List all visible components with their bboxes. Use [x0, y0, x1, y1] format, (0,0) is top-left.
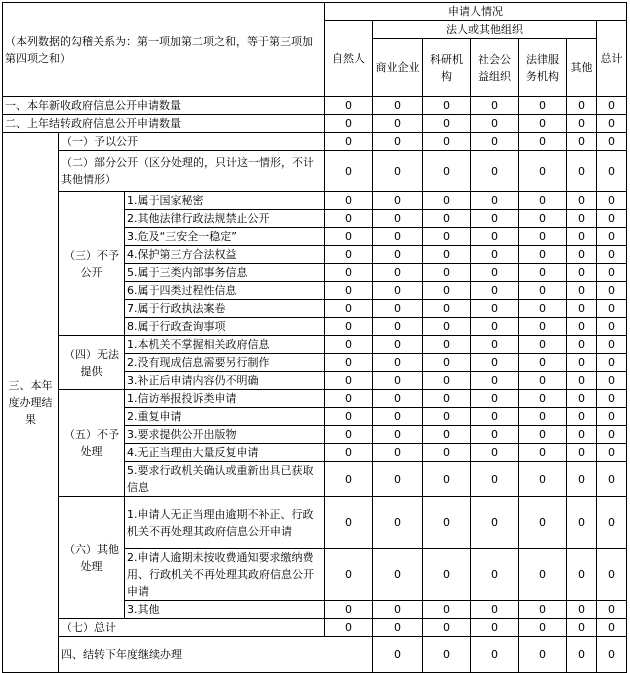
table-row: [3, 637, 627, 673]
value-cell: 0: [423, 210, 471, 228]
row-label: 7.属于行政执法案卷: [125, 300, 325, 318]
row-label: （一）予以公开: [59, 133, 325, 151]
value-cell: 0: [423, 444, 471, 462]
value-cell: 0: [373, 426, 423, 444]
row-label: 3.其他: [125, 601, 325, 619]
row-label: 5.要求行政机关确认或重新出具已获取信息: [125, 462, 325, 497]
value-cell: 0: [597, 372, 627, 390]
value-cell: 0: [567, 497, 597, 549]
value-cell: 0: [597, 192, 627, 210]
value-cell: 0: [567, 282, 597, 300]
value-cell: 0: [597, 97, 627, 115]
value-cell: 0: [471, 246, 519, 264]
value-cell: 0: [373, 372, 423, 390]
value-cell: 0: [519, 390, 567, 408]
value-cell: 0: [519, 264, 567, 282]
value-cell: 0: [519, 246, 567, 264]
value-cell: 0: [471, 192, 519, 210]
value-cell: 0: [471, 549, 519, 601]
value-cell: 0: [471, 497, 519, 549]
value-cell: 0: [373, 408, 423, 426]
table-row: [3, 497, 627, 549]
value-cell: 0: [325, 282, 373, 300]
value-cell: 0: [567, 115, 597, 133]
table-row: [3, 151, 627, 192]
value-cell: 0: [519, 408, 567, 426]
row-label: 4.保护第三方合法权益: [125, 246, 325, 264]
value-cell: 0: [423, 192, 471, 210]
row-label: 2.其他法律行政法规禁止公开: [125, 210, 325, 228]
value-cell: 0: [567, 462, 597, 497]
value-cell: 0: [423, 115, 471, 133]
value-cell: 0: [567, 408, 597, 426]
value-cell: 0: [597, 300, 627, 318]
value-cell: 0: [597, 133, 627, 151]
table-row: [3, 336, 627, 354]
row-label: （七）总计: [59, 619, 325, 637]
value-cell: 0: [567, 228, 597, 246]
value-cell: 0: [519, 228, 567, 246]
value-cell: 0: [373, 336, 423, 354]
value-cell: 0: [373, 264, 423, 282]
value-cell: 0: [373, 549, 423, 601]
group-label: （六）其他处理: [59, 497, 125, 619]
value-cell: 0: [471, 637, 519, 673]
value-cell: 0: [519, 549, 567, 601]
value-cell: 0: [423, 462, 471, 497]
group-label: （五）不予处理: [59, 390, 125, 497]
value-cell: 0: [471, 372, 519, 390]
value-cell: 0: [597, 444, 627, 462]
value-cell: 0: [567, 151, 597, 192]
value-cell: 0: [519, 151, 567, 192]
value-cell: 0: [567, 210, 597, 228]
value-cell: 0: [423, 637, 471, 673]
legal-service-header: 法律服务机构: [519, 39, 567, 97]
value-cell: 0: [567, 444, 597, 462]
value-cell: 0: [373, 601, 423, 619]
value-cell: 0: [325, 354, 373, 372]
value-cell: 0: [519, 192, 567, 210]
value-cell: 0: [325, 246, 373, 264]
value-cell: 0: [471, 444, 519, 462]
value-cell: 0: [597, 115, 627, 133]
value-cell: 0: [597, 336, 627, 354]
value-cell: 0: [567, 133, 597, 151]
value-cell: 0: [325, 390, 373, 408]
value-cell: 0: [597, 390, 627, 408]
value-cell: 0: [373, 210, 423, 228]
value-cell: 0: [423, 390, 471, 408]
row-label: 2.重复申请: [125, 408, 325, 426]
value-cell: 0: [325, 97, 373, 115]
social-header: 社会公益组织: [471, 39, 519, 97]
section-label: 三、本年度办理结果: [3, 133, 59, 673]
value-cell: 0: [373, 497, 423, 549]
row-label: 5.属于三类内部事务信息: [125, 264, 325, 282]
value-cell: 0: [325, 264, 373, 282]
value-cell: 0: [325, 336, 373, 354]
value-cell: 0: [325, 497, 373, 549]
value-cell: 0: [597, 462, 627, 497]
value-cell: 0: [519, 354, 567, 372]
value-cell: 0: [471, 390, 519, 408]
value-cell: 0: [423, 97, 471, 115]
value-cell: 0: [373, 637, 423, 673]
value-cell: 0: [423, 133, 471, 151]
value-cell: 0: [423, 246, 471, 264]
value-cell: 0: [373, 228, 423, 246]
value-cell: 0: [567, 637, 597, 673]
value-cell: 0: [519, 133, 567, 151]
table-row: [3, 115, 627, 133]
value-cell: 0: [373, 444, 423, 462]
row-label: 四、结转下年度继续办理: [59, 637, 373, 673]
value-cell: 0: [373, 462, 423, 497]
value-cell: 0: [423, 372, 471, 390]
value-cell: 0: [519, 637, 567, 673]
group-label: （三）不予公开: [59, 192, 125, 336]
value-cell: 0: [597, 408, 627, 426]
value-cell: 0: [471, 210, 519, 228]
value-cell: 0: [325, 444, 373, 462]
value-cell: 0: [519, 619, 567, 637]
row-label: 3.要求提供公开出版物: [125, 426, 325, 444]
value-cell: 0: [471, 426, 519, 444]
value-cell: 0: [373, 619, 423, 637]
value-cell: 0: [597, 354, 627, 372]
row-label: 1.本机关不掌握相关政府信息: [125, 336, 325, 354]
total-header: 总计: [597, 21, 627, 97]
value-cell: 0: [519, 462, 567, 497]
value-cell: 0: [373, 151, 423, 192]
research-header: 科研机构: [423, 39, 471, 97]
other-header: 其他: [567, 39, 597, 97]
value-cell: 0: [519, 318, 567, 336]
value-cell: 0: [519, 336, 567, 354]
value-cell: 0: [567, 300, 597, 318]
table-row: [3, 619, 627, 637]
row-label: 1.属于国家秘密: [125, 192, 325, 210]
value-cell: 0: [597, 497, 627, 549]
value-cell: 0: [471, 282, 519, 300]
value-cell: 0: [567, 372, 597, 390]
value-cell: 0: [423, 549, 471, 601]
row-label: 4.无正当理由大量反复申请: [125, 444, 325, 462]
row-label: 一、本年新收政府信息公开申请数量: [3, 97, 325, 115]
value-cell: 0: [597, 619, 627, 637]
value-cell: 0: [471, 601, 519, 619]
value-cell: 0: [567, 192, 597, 210]
value-cell: 0: [325, 549, 373, 601]
value-cell: 0: [471, 619, 519, 637]
value-cell: 0: [519, 444, 567, 462]
value-cell: 0: [597, 228, 627, 246]
value-cell: 0: [325, 426, 373, 444]
row-label: 1.信访举报投诉类申请: [125, 390, 325, 408]
row-label: 二、上年结转政府信息公开申请数量: [3, 115, 325, 133]
value-cell: 0: [471, 462, 519, 497]
value-cell: 0: [423, 619, 471, 637]
commercial-header: 商业企业: [373, 39, 423, 97]
applicant-header: 申请人情况: [325, 3, 627, 21]
value-cell: 0: [325, 318, 373, 336]
row-label: 2.申请人逾期未按收费通知要求缴纳费用、行政机关不再处理其政府信息公开申请: [125, 549, 325, 601]
value-cell: 0: [567, 354, 597, 372]
value-cell: 0: [471, 318, 519, 336]
value-cell: 0: [471, 115, 519, 133]
value-cell: 0: [325, 619, 373, 637]
value-cell: 0: [423, 282, 471, 300]
value-cell: 0: [423, 318, 471, 336]
value-cell: 0: [325, 115, 373, 133]
legal-group-header: 法人或其他组织: [373, 21, 597, 39]
value-cell: 0: [423, 601, 471, 619]
value-cell: 0: [519, 300, 567, 318]
value-cell: 0: [597, 549, 627, 601]
value-cell: 0: [423, 300, 471, 318]
value-cell: 0: [373, 115, 423, 133]
value-cell: 0: [567, 426, 597, 444]
row-label: 3.补正后申请内容仍不明确: [125, 372, 325, 390]
value-cell: 0: [325, 133, 373, 151]
value-cell: 0: [519, 372, 567, 390]
value-cell: 0: [597, 601, 627, 619]
value-cell: 0: [325, 601, 373, 619]
value-cell: 0: [373, 354, 423, 372]
value-cell: 0: [471, 133, 519, 151]
value-cell: 0: [519, 426, 567, 444]
value-cell: 0: [567, 390, 597, 408]
value-cell: 0: [423, 426, 471, 444]
value-cell: 0: [373, 390, 423, 408]
value-cell: 0: [471, 97, 519, 115]
value-cell: 0: [519, 601, 567, 619]
value-cell: 0: [597, 151, 627, 192]
row-label: （二）部分公开（区分处理的，只计这一情形，不计其他情形）: [59, 151, 325, 192]
table-row: [3, 133, 627, 151]
value-cell: 0: [519, 210, 567, 228]
value-cell: 0: [567, 336, 597, 354]
value-cell: 0: [597, 264, 627, 282]
value-cell: 0: [325, 192, 373, 210]
row-label: 1.申请人无正当理由逾期不补正、行政机关不再处理其政府信息公开申请: [125, 497, 325, 549]
value-cell: 0: [597, 318, 627, 336]
value-cell: 0: [373, 318, 423, 336]
value-cell: 0: [325, 228, 373, 246]
value-cell: 0: [423, 408, 471, 426]
value-cell: 0: [471, 264, 519, 282]
value-cell: 0: [373, 97, 423, 115]
value-cell: 0: [471, 228, 519, 246]
value-cell: 0: [373, 282, 423, 300]
table-row: [3, 97, 627, 115]
value-cell: 0: [373, 246, 423, 264]
value-cell: 0: [373, 192, 423, 210]
value-cell: 0: [471, 336, 519, 354]
value-cell: 0: [567, 264, 597, 282]
value-cell: 0: [325, 151, 373, 192]
value-cell: 0: [423, 151, 471, 192]
value-cell: 0: [471, 354, 519, 372]
value-cell: 0: [597, 210, 627, 228]
value-cell: 0: [567, 246, 597, 264]
value-cell: 0: [423, 336, 471, 354]
value-cell: 0: [471, 151, 519, 192]
row-label: 6.属于四类过程性信息: [125, 282, 325, 300]
value-cell: 0: [567, 619, 597, 637]
value-cell: 0: [519, 115, 567, 133]
value-cell: 0: [567, 97, 597, 115]
value-cell: 0: [471, 300, 519, 318]
value-cell: 0: [567, 601, 597, 619]
natural-person-header: 自然人: [325, 21, 373, 97]
row-label: 2.没有现成信息需要另行制作: [125, 354, 325, 372]
value-cell: 0: [519, 282, 567, 300]
value-cell: 0: [597, 637, 627, 673]
value-cell: 0: [325, 462, 373, 497]
value-cell: 0: [597, 426, 627, 444]
value-cell: 0: [597, 246, 627, 264]
row-label: 3.危及“三安全一稳定”: [125, 228, 325, 246]
value-cell: 0: [325, 372, 373, 390]
value-cell: 0: [519, 97, 567, 115]
value-cell: 0: [423, 497, 471, 549]
value-cell: 0: [423, 354, 471, 372]
row-label: 8.属于行政查询事项: [125, 318, 325, 336]
value-cell: 0: [423, 228, 471, 246]
value-cell: 0: [373, 133, 423, 151]
value-cell: 0: [567, 318, 597, 336]
value-cell: 0: [567, 549, 597, 601]
header-note: （本列数据的勾稽关系为：第一项加第二项之和，等于第三项加第四项之和）: [3, 3, 325, 97]
group-label: （四）无法提供: [59, 336, 125, 390]
disclosure-statistics-table: [2, 2, 627, 673]
value-cell: 0: [597, 282, 627, 300]
table-row: [3, 390, 627, 408]
value-cell: 0: [471, 408, 519, 426]
value-cell: 0: [325, 210, 373, 228]
value-cell: 0: [373, 300, 423, 318]
value-cell: 0: [325, 408, 373, 426]
value-cell: 0: [423, 264, 471, 282]
value-cell: 0: [325, 300, 373, 318]
table-row: [3, 192, 627, 210]
value-cell: 0: [519, 497, 567, 549]
